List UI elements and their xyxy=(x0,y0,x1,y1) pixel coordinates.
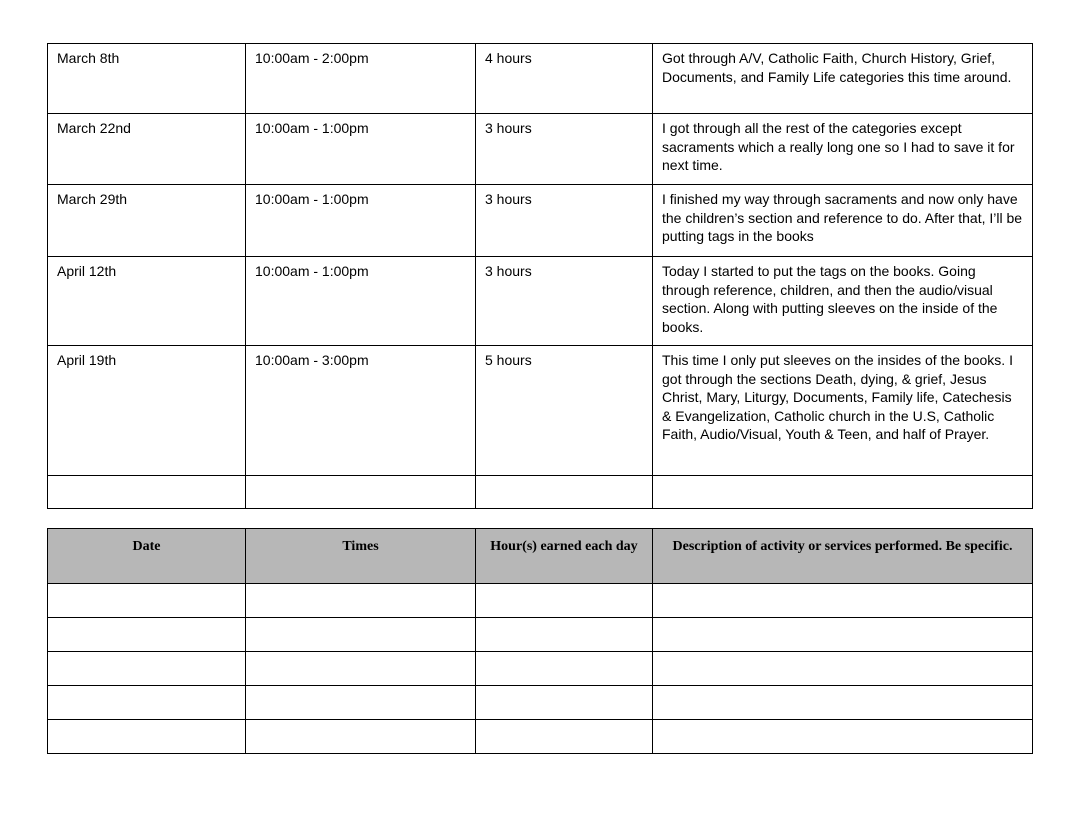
header-date: Date xyxy=(48,529,246,584)
form-hours-cell xyxy=(476,584,653,618)
form-description-cell xyxy=(653,652,1033,686)
form-description-cell xyxy=(653,618,1033,652)
log-times-cell xyxy=(246,476,476,509)
log-times-cell: 10:00am - 1:00pm xyxy=(246,185,476,257)
log-row-empty xyxy=(48,476,1033,509)
form-date-cell xyxy=(48,618,246,652)
header-description: Description of activity or services performed. Be specific. xyxy=(653,529,1033,584)
log-row xyxy=(48,185,1033,257)
form-description-cell xyxy=(653,686,1033,720)
form-hours-cell xyxy=(476,686,653,720)
header-times: Times xyxy=(246,529,476,584)
form-empty-row xyxy=(48,652,1033,686)
log-description-cell: Today I started to put the tags on the books. Going through reference, children, and then the audio/visual section. Along with putting sleeves on the inside of the books. xyxy=(653,257,1033,346)
log-date-cell xyxy=(48,476,246,509)
log-date-cell: April 19th xyxy=(48,346,246,476)
form-empty-row xyxy=(48,720,1033,754)
log-times-cell: 10:00am - 2:00pm xyxy=(246,44,476,114)
log-hours-cell: 3 hours xyxy=(476,257,653,346)
form-date-cell xyxy=(48,652,246,686)
form-date-cell xyxy=(48,686,246,720)
log-row xyxy=(48,346,1033,476)
log-row xyxy=(48,44,1033,114)
form-hours-cell xyxy=(476,652,653,686)
log-description-cell xyxy=(653,476,1033,509)
log-date-cell: April 12th xyxy=(48,257,246,346)
log-row xyxy=(48,114,1033,185)
log-times-cell: 10:00am - 3:00pm xyxy=(246,346,476,476)
log-description-cell: This time I only put sleeves on the insides of the books. I got through the sections Death, dying, & grief, Jesus Christ, Mary, Liturgy, Documents, Family life, Catechesis & Evangelization, Catholic church in the U.S, Catholic Faith, Audio/Visual, Youth & Teen, and half of Prayer. xyxy=(653,346,1033,476)
log-date-cell: March 8th xyxy=(48,44,246,114)
activity-log-table xyxy=(47,43,1033,509)
log-description-cell: I got through all the rest of the categories except sacraments which a really long one so I had to save it for next time. xyxy=(653,114,1033,185)
form-date-cell xyxy=(48,720,246,754)
form-header-row xyxy=(48,529,1033,584)
log-row xyxy=(48,257,1033,346)
log-description-cell: Got through A/V, Catholic Faith, Church History, Grief, Documents, and Family Life categories this time around. xyxy=(653,44,1033,114)
form-times-cell xyxy=(246,686,476,720)
form-date-cell xyxy=(48,584,246,618)
blank-form-table xyxy=(47,528,1033,754)
log-date-cell: March 22nd xyxy=(48,114,246,185)
form-empty-row xyxy=(48,686,1033,720)
document-page xyxy=(47,43,1032,754)
log-description-cell: I finished my way through sacraments and now only have the children’s section and reference to do. After that, I’ll be putting tags in the books xyxy=(653,185,1033,257)
form-description-cell xyxy=(653,584,1033,618)
log-hours-cell: 3 hours xyxy=(476,185,653,257)
form-times-cell xyxy=(246,720,476,754)
form-empty-row xyxy=(48,584,1033,618)
form-hours-cell xyxy=(476,720,653,754)
form-hours-cell xyxy=(476,618,653,652)
header-hours-earned: Hour(s) earned each day xyxy=(476,529,653,584)
form-times-cell xyxy=(246,584,476,618)
log-times-cell: 10:00am - 1:00pm xyxy=(246,114,476,185)
log-hours-cell xyxy=(476,476,653,509)
form-description-cell xyxy=(653,720,1033,754)
log-hours-cell: 4 hours xyxy=(476,44,653,114)
log-times-cell: 10:00am - 1:00pm xyxy=(246,257,476,346)
log-hours-cell: 3 hours xyxy=(476,114,653,185)
form-times-cell xyxy=(246,652,476,686)
log-hours-cell: 5 hours xyxy=(476,346,653,476)
log-date-cell: March 29th xyxy=(48,185,246,257)
form-empty-row xyxy=(48,618,1033,652)
form-times-cell xyxy=(246,618,476,652)
